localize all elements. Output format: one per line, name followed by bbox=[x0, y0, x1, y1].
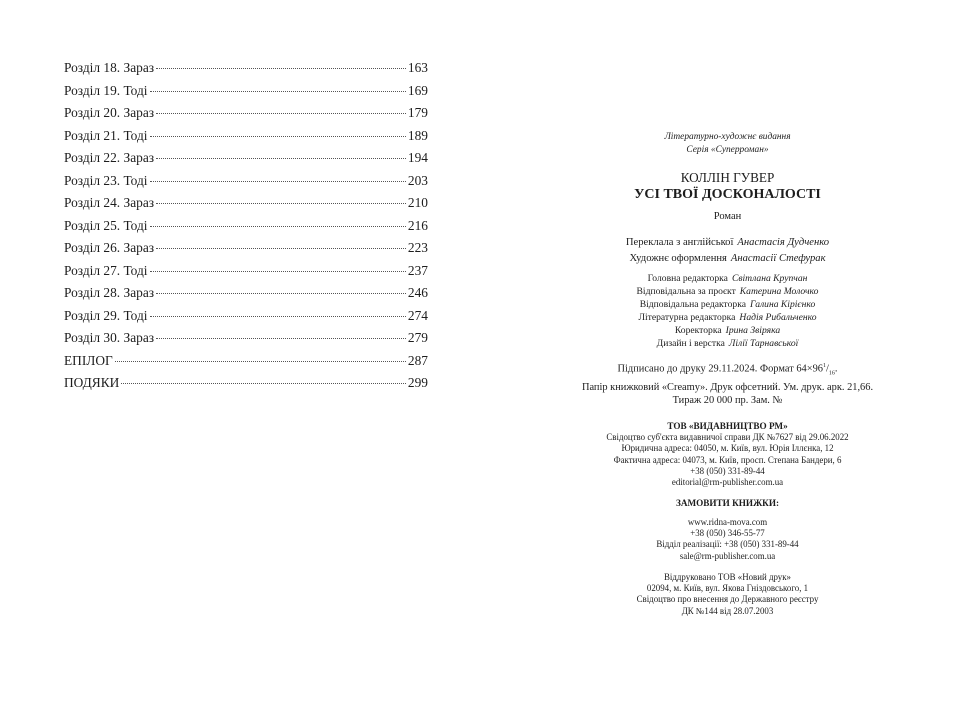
genre: Роман bbox=[713, 211, 742, 223]
staff-credit-line bbox=[485, 273, 970, 286]
toc-row bbox=[64, 353, 428, 376]
book-title: УСІ ТВОЇ ДОСКОНАЛОСТІ bbox=[634, 187, 821, 203]
staff-name: Світлана Крупчан bbox=[731, 273, 808, 285]
toc-row bbox=[64, 330, 428, 353]
staff-credit-line bbox=[485, 286, 970, 299]
staff-role: Відповідальна редакторка bbox=[639, 299, 746, 310]
imprint-block bbox=[485, 131, 970, 617]
toc-dot-leader bbox=[156, 203, 406, 204]
toc-chapter-label: Розділ 26. Зараз bbox=[64, 240, 155, 255]
staff-credit-line bbox=[485, 338, 970, 351]
toc-dot-leader bbox=[150, 91, 406, 92]
toc-chapter-label: Розділ 27. Тоді bbox=[64, 262, 148, 278]
toc-row bbox=[64, 240, 428, 263]
printer-detail-line: Віддруковано ТОВ «Новий друк» bbox=[664, 571, 791, 582]
design-label: Художнє оформлення bbox=[629, 253, 727, 265]
toc-dot-leader bbox=[115, 361, 406, 362]
toc-dot-leader bbox=[121, 383, 406, 384]
toc-row bbox=[64, 150, 428, 173]
order-details bbox=[485, 517, 970, 562]
order-heading: ЗАМОВИТИ КНИЖКИ: bbox=[675, 497, 780, 508]
publisher-detail-line: Фактична адреса: 04073, м. Київ, просп. Степана Бандери, 6 bbox=[613, 454, 842, 465]
design-name: Анастасії Стефурак bbox=[730, 253, 826, 265]
toc-chapter-label: Розділ 19. Тоді bbox=[64, 82, 148, 98]
translator-credit bbox=[485, 235, 970, 251]
toc-page-number: 189 bbox=[407, 127, 428, 143]
staff-name: Галина Кірієнко bbox=[749, 299, 816, 310]
toc-row bbox=[64, 263, 428, 286]
toc-chapter-label: Розділ 21. Тоді bbox=[64, 127, 148, 143]
toc-row bbox=[64, 218, 428, 241]
toc-page-number: 194 bbox=[407, 150, 428, 165]
printer-detail-line: Свідоцтво про внесення до Державного реєстру bbox=[636, 594, 819, 605]
staff-name: Катерина Молочко bbox=[739, 286, 819, 298]
staff-credits bbox=[485, 273, 970, 350]
toc-page-number: 163 bbox=[407, 60, 428, 75]
toc-chapter-label: Розділ 24. Зараз bbox=[64, 195, 155, 210]
toc-page-number: 203 bbox=[407, 172, 428, 188]
translator-name: Анастасія Дудченко bbox=[737, 237, 830, 249]
publisher-detail-line: Юридична адреса: 04050, м. Київ, вул. Юрія Іллєнка, 12 bbox=[621, 443, 834, 454]
toc-page-number: 274 bbox=[407, 307, 428, 323]
table-of-contents bbox=[64, 60, 428, 398]
toc-page-number: 179 bbox=[407, 105, 428, 120]
publisher-name: ТОВ «ВИДАВНИЦТВО РМ» bbox=[667, 420, 788, 431]
staff-name: Надія Рибальченко bbox=[739, 311, 817, 323]
printer-detail-line: ДК №144 від 28.07.2003 bbox=[681, 605, 774, 616]
toc-page-number: 279 bbox=[407, 330, 428, 345]
toc-dot-leader bbox=[150, 271, 406, 272]
order-detail-line: sale@rm-publisher.com.ua bbox=[679, 550, 776, 561]
toc-chapter-label: Розділ 29. Тоді bbox=[64, 307, 148, 323]
toc-chapter-label: Розділ 22. Зараз bbox=[64, 150, 155, 165]
toc-dot-leader bbox=[156, 248, 406, 249]
toc-page-number: 287 bbox=[407, 352, 428, 368]
staff-role: Коректорка bbox=[674, 324, 722, 336]
staff-role: Дизайн і верстка bbox=[656, 337, 725, 349]
publisher-detail-line: Свідоцтво суб'єкта видавничої справи ДК №7627 від 29.06.2022 bbox=[606, 432, 849, 443]
toc-dot-leader bbox=[156, 338, 406, 339]
toc-chapter-label: Розділ 30. Зараз bbox=[64, 330, 155, 345]
toc-page-number: 216 bbox=[407, 217, 428, 233]
toc-row bbox=[64, 83, 428, 106]
toc-chapter-label: Розділ 23. Тоді bbox=[64, 172, 148, 188]
toc-page-number: 299 bbox=[407, 375, 428, 390]
toc-row bbox=[64, 195, 428, 218]
toc-row bbox=[64, 60, 428, 83]
toc-dot-leader bbox=[150, 136, 406, 137]
toc-chapter-label: Розділ 28. Зараз bbox=[64, 285, 155, 300]
staff-credit-line bbox=[485, 299, 970, 312]
toc-dot-leader bbox=[150, 226, 406, 227]
staff-role: Літературна редакторка bbox=[638, 311, 736, 323]
publisher-detail-line: editorial@rm-publisher.com.ua bbox=[671, 477, 784, 488]
paper-line: Папір книжковий «Creamy». Друк офсетний. Ум. друк. арк. 21,66. bbox=[581, 381, 874, 393]
order-detail-line: Відділ реалізації: +38 (050) 331-89-44 bbox=[656, 539, 799, 550]
staff-role: Відповідальна за проєкт bbox=[636, 286, 736, 298]
toc-chapter-label: ПОДЯКИ bbox=[64, 375, 120, 390]
toc-dot-leader bbox=[156, 68, 406, 69]
staff-name: Ірина Звіряка bbox=[725, 324, 781, 336]
toc-row bbox=[64, 285, 428, 308]
toc-row bbox=[64, 375, 428, 398]
series-name: Серія «Суперроман» bbox=[686, 144, 769, 155]
toc-row bbox=[64, 308, 428, 331]
format-numerator: 1 bbox=[822, 362, 826, 369]
toc-row bbox=[64, 128, 428, 151]
staff-role: Головна редакторка bbox=[647, 273, 728, 285]
toc-chapter-label: ЕПІЛОГ bbox=[64, 352, 113, 368]
toc-page-number: 246 bbox=[407, 285, 428, 300]
author-name: КОЛЛІН ГУВЕР bbox=[680, 170, 775, 186]
staff-name: Лілії Тарнавської bbox=[728, 337, 799, 349]
edition-type: Літературно-художнє видання bbox=[664, 132, 791, 142]
toc-dot-leader bbox=[156, 158, 406, 159]
printer-detail-line: 02094, м. Київ, вул. Якова Гніздовського, 1 bbox=[646, 583, 809, 594]
staff-credit-line bbox=[485, 325, 970, 338]
format-end: . bbox=[834, 363, 838, 375]
toc-page-number: 210 bbox=[407, 195, 428, 210]
toc-row bbox=[64, 105, 428, 128]
toc-row bbox=[64, 173, 428, 196]
print-run-line: Тираж 20 000 пр. Зам. № bbox=[672, 395, 783, 407]
toc-dot-leader bbox=[150, 181, 406, 182]
toc-chapter-label: Розділ 20. Зараз bbox=[64, 105, 155, 120]
publisher-detail-line: +38 (050) 331-89-44 bbox=[690, 466, 765, 477]
printer-details bbox=[485, 572, 970, 617]
print-signed-text: Підписано до друку 29.11.2024. Формат 64×96 bbox=[617, 363, 823, 375]
right-page bbox=[485, 0, 970, 727]
translator-label: Переклала з англійської bbox=[625, 237, 734, 249]
staff-credit-line bbox=[485, 312, 970, 325]
toc-page-number: 237 bbox=[407, 262, 428, 278]
toc-page-number: 169 bbox=[407, 82, 428, 98]
toc-chapter-label: Розділ 18. Зараз bbox=[64, 60, 155, 75]
design-credit bbox=[485, 251, 970, 267]
toc-page-number: 223 bbox=[407, 240, 428, 255]
toc-dot-leader bbox=[150, 316, 406, 317]
print-signed-line: Підписано до друку 29.11.2024. Формат $64\times 96^1/_{16}$. bbox=[617, 362, 838, 377]
order-detail-line: +38 (050) 346-55-77 bbox=[690, 527, 765, 538]
toc-dot-leader bbox=[156, 113, 406, 114]
order-detail-line: www.ridna-mova.com bbox=[687, 516, 768, 527]
format-denominator: 16 bbox=[828, 370, 835, 377]
toc-chapter-label: Розділ 25. Тоді bbox=[64, 217, 148, 233]
publisher-details bbox=[485, 432, 970, 488]
toc-dot-leader bbox=[156, 293, 406, 294]
